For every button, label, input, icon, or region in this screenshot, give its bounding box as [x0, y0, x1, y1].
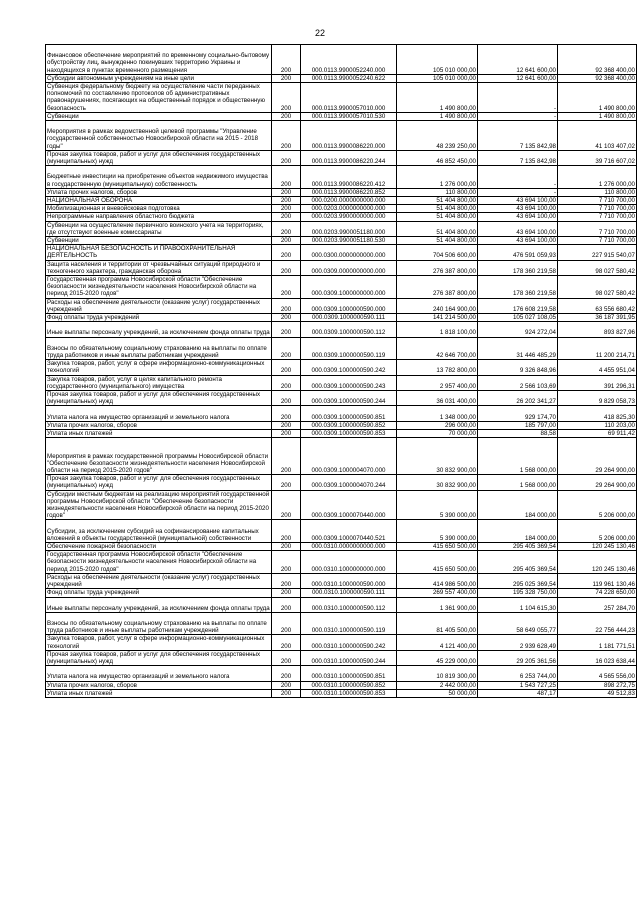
table-row — [46, 188, 637, 196]
row-name-cell: Прочая закупка товаров, работ и услуг для обеспечения государственных (муниципальных) нужд — [46, 650, 272, 665]
row-unexecuted-cell: 74 228 650,00 — [558, 589, 637, 597]
table-row — [46, 597, 637, 612]
row-unexecuted-cell: 391 296,31 — [558, 375, 637, 390]
row-executed-cell: 924 272,04 — [478, 322, 558, 337]
row-unexecuted-cell: 1 276 000,00 — [558, 166, 637, 189]
row-executed-cell: 1 543 727,25 — [478, 681, 558, 689]
row-approved-cell: 414 986 500,00 — [397, 573, 478, 588]
row-code-cell: 200 — [272, 74, 301, 82]
row-unexecuted-cell: 5 206 000,00 — [558, 520, 637, 543]
row-name-cell: Прочая закупка товаров, работ и услуг для обеспечения государственных (муниципальных) нужд — [46, 475, 272, 490]
table-row — [46, 237, 637, 245]
row-unexecuted-cell: 16 023 638,44 — [558, 650, 637, 665]
row-code-cell: 200 — [272, 475, 301, 490]
table-row — [46, 197, 637, 205]
row-kbk-cell: 000.0113.9900086220.412 — [301, 166, 397, 189]
row-executed-cell: 2 939 628,49 — [478, 635, 558, 650]
row-executed-cell: 1 568 000,00 — [478, 475, 558, 490]
row-executed-cell: 31 446 485,29 — [478, 337, 558, 360]
row-code-cell: 200 — [272, 237, 301, 245]
row-kbk-cell: 000.0309.1000000590.111 — [301, 314, 397, 322]
row-kbk-cell: 000.0309.1000004070.000 — [301, 438, 397, 475]
row-code-cell: 200 — [272, 260, 301, 275]
table-row — [46, 337, 637, 360]
row-kbk-cell: 000.0309.1000000590.000 — [301, 298, 397, 313]
row-kbk-cell: 000.0309.1000000000.000 — [301, 276, 397, 299]
row-code-cell: 200 — [272, 421, 301, 429]
row-approved-cell: 51 404 800,00 — [397, 221, 478, 236]
row-unexecuted-cell: 63 556 680,42 — [558, 298, 637, 313]
row-unexecuted-cell: 92 368 400,00 — [558, 45, 637, 75]
row-unexecuted-cell: 257 284,70 — [558, 597, 637, 612]
row-name-cell: Расходы на обеспечение деятельности (оказание услуг) государственных учреждений — [46, 573, 272, 588]
row-unexecuted-cell: 4 455 951,04 — [558, 360, 637, 375]
row-kbk-cell: 000.0113.9900052240.000 — [301, 45, 397, 75]
table-row — [46, 475, 637, 490]
row-code-cell: 200 — [272, 430, 301, 438]
row-unexecuted-cell: 418 825,30 — [558, 406, 637, 421]
row-kbk-cell: 000.0309.1000004070.244 — [301, 475, 397, 490]
row-kbk-cell: 000.0300.0000000000.000 — [301, 245, 397, 260]
row-approved-cell: 42 646 700,00 — [397, 337, 478, 360]
row-code-cell: 200 — [272, 121, 301, 151]
row-approved-cell: 36 031 400,00 — [397, 391, 478, 406]
row-approved-cell: 296 000,00 — [397, 421, 478, 429]
row-executed-cell: 58 649 055,77 — [478, 612, 558, 635]
table-row — [46, 589, 637, 597]
row-unexecuted-cell: 11 200 214,71 — [558, 337, 637, 360]
row-approved-cell: 1 490 800,00 — [397, 112, 478, 120]
row-name-cell: Уплата прочих налогов, сборов — [46, 681, 272, 689]
row-approved-cell: 51 404 800,00 — [397, 205, 478, 213]
row-executed-cell: 43 694 100,00 — [478, 237, 558, 245]
row-approved-cell: 50 000,00 — [397, 689, 478, 697]
row-name-cell: Взносы по обязательному социальному страхованию на выплаты по оплате труда работников и иные выплаты работникам учреждений — [46, 337, 272, 360]
table-row — [46, 666, 637, 681]
row-code-cell: 200 — [272, 681, 301, 689]
row-executed-cell: 1 568 000,00 — [478, 438, 558, 475]
table-row — [46, 260, 637, 275]
row-code-cell: 200 — [272, 490, 301, 520]
row-approved-cell: 4 121 400,00 — [397, 635, 478, 650]
row-kbk-cell: 000.0203.0000000000.000 — [301, 205, 397, 213]
row-kbk-cell: 000.0310.1000000590.244 — [301, 650, 397, 665]
row-kbk-cell: 000.0200.0000000000.000 — [301, 197, 397, 205]
row-code-cell: 200 — [272, 360, 301, 375]
row-kbk-cell: 000.0309.1000000590.853 — [301, 430, 397, 438]
row-executed-cell: 43 694 100,00 — [478, 197, 558, 205]
row-kbk-cell: 000.0113.9900086220.000 — [301, 121, 397, 151]
row-code-cell: 200 — [272, 406, 301, 421]
table-row — [46, 166, 637, 189]
row-unexecuted-cell: 7 710 700,00 — [558, 205, 637, 213]
row-approved-cell: 240 164 900,00 — [397, 298, 478, 313]
row-code-cell: 200 — [272, 45, 301, 75]
row-unexecuted-cell: 1 490 800,00 — [558, 83, 637, 113]
row-kbk-cell: 000.0113.9900057010.000 — [301, 83, 397, 113]
row-unexecuted-cell: 69 911,42 — [558, 430, 637, 438]
row-approved-cell: 1 276 000,00 — [397, 166, 478, 189]
row-executed-cell: - — [478, 166, 558, 189]
row-unexecuted-cell: 29 264 900,00 — [558, 475, 637, 490]
table-row — [46, 406, 637, 421]
budget-execution-table — [45, 44, 637, 698]
table-row — [46, 314, 637, 322]
row-name-cell: Иные выплаты персоналу учреждений, за исключением фонда оплаты труда — [46, 597, 272, 612]
row-executed-cell: 178 360 219,58 — [478, 276, 558, 299]
row-kbk-cell: 000.0310.1000000590.119 — [301, 612, 397, 635]
row-kbk-cell: 000.0310.1000000590.852 — [301, 681, 397, 689]
table-row — [46, 438, 637, 475]
row-name-cell: Уплата налога на имущество организаций и земельного налога — [46, 666, 272, 681]
row-code-cell: 200 — [272, 573, 301, 588]
row-kbk-cell: 000.0309.1000000590.112 — [301, 322, 397, 337]
table-row — [46, 213, 637, 221]
row-executed-cell: 178 360 219,58 — [478, 260, 558, 275]
row-approved-cell: 51 404 800,00 — [397, 197, 478, 205]
row-unexecuted-cell: 98 027 580,42 — [558, 260, 637, 275]
row-executed-cell: 476 591 059,93 — [478, 245, 558, 260]
row-kbk-cell: 000.0309.1000000590.119 — [301, 337, 397, 360]
row-executed-cell: 1 104 615,30 — [478, 597, 558, 612]
table-row — [46, 121, 637, 151]
row-executed-cell: 9 326 848,96 — [478, 360, 558, 375]
row-unexecuted-cell: 1 490 800,00 — [558, 112, 637, 120]
row-approved-cell: 70 000,00 — [397, 430, 478, 438]
row-name-cell: Уплата иных платежей — [46, 689, 272, 697]
row-executed-cell: 7 135 842,98 — [478, 121, 558, 151]
row-name-cell: Уплата налога на имущество организаций и земельного налога — [46, 406, 272, 421]
row-approved-cell: 45 229 000,00 — [397, 650, 478, 665]
row-code-cell: 200 — [272, 650, 301, 665]
row-kbk-cell: 000.0310.1000000590.853 — [301, 689, 397, 697]
table-row — [46, 205, 637, 213]
row-name-cell: Субвенция федеральному бюджету на осуществление части переданных полномочий по составлению протоколов об административных правонарушениях, посягающих на общественный порядок и общественную безопасность — [46, 83, 272, 113]
row-executed-cell: 295 025 369,54 — [478, 573, 558, 588]
row-name-cell: Фонд оплаты труда учреждений — [46, 589, 272, 597]
row-unexecuted-cell: 92 368 400,00 — [558, 74, 637, 82]
row-executed-cell: 176 608 219,58 — [478, 298, 558, 313]
row-name-cell: НАЦИОНАЛЬНАЯ ОБОРОНА — [46, 197, 272, 205]
row-code-cell: 200 — [272, 245, 301, 260]
table-row — [46, 245, 637, 260]
table-row — [46, 543, 637, 551]
row-approved-cell: 141 214 500,00 — [397, 314, 478, 322]
row-approved-cell: 1 361 900,00 — [397, 597, 478, 612]
row-executed-cell: - — [478, 112, 558, 120]
row-name-cell: Субвенции — [46, 237, 272, 245]
row-code-cell: 200 — [272, 337, 301, 360]
row-name-cell: Субсидии автономным учреждениям на иные цели — [46, 74, 272, 82]
row-approved-cell: 10 819 300,00 — [397, 666, 478, 681]
row-code-cell: 200 — [272, 322, 301, 337]
row-approved-cell: 269 557 400,00 — [397, 589, 478, 597]
row-kbk-cell: 000.0309.1000000590.851 — [301, 406, 397, 421]
row-unexecuted-cell: 22 756 444,23 — [558, 612, 637, 635]
row-executed-cell: 6 253 744,00 — [478, 666, 558, 681]
row-name-cell: Мероприятия в рамках государственной программы Новосибирской области "Обеспечение безопасности жизнедеятельности населения Новосибирской области на период 2015-2020 годов" — [46, 438, 272, 475]
row-kbk-cell: 000.0310.1000000590.242 — [301, 635, 397, 650]
row-code-cell: 200 — [272, 597, 301, 612]
row-kbk-cell: 000.0310.1000000590.111 — [301, 589, 397, 597]
row-name-cell: Уплата иных платежей — [46, 430, 272, 438]
table-row — [46, 83, 637, 113]
row-name-cell: Расходы на обеспечение деятельности (оказание услуг) государственных учреждений — [46, 298, 272, 313]
row-approved-cell: 2 442 000,00 — [397, 681, 478, 689]
row-kbk-cell: 000.0310.1000000590.000 — [301, 573, 397, 588]
page-number: 22 — [314, 28, 325, 38]
row-approved-cell: 30 832 900,00 — [397, 475, 478, 490]
row-name-cell: Непрограммные направления областного бюджета — [46, 213, 272, 221]
row-name-cell: Прочая закупка товаров, работ и услуг для обеспечения государственных (муниципальных) нужд — [46, 391, 272, 406]
row-approved-cell: 415 650 500,00 — [397, 543, 478, 551]
row-unexecuted-cell: 893 827,96 — [558, 322, 637, 337]
row-executed-cell: 29 205 361,56 — [478, 650, 558, 665]
row-executed-cell: 43 694 100,00 — [478, 221, 558, 236]
row-executed-cell: 184 000,00 — [478, 520, 558, 543]
row-executed-cell: 105 027 108,05 — [478, 314, 558, 322]
row-code-cell: 200 — [272, 589, 301, 597]
row-executed-cell: 929 174,70 — [478, 406, 558, 421]
row-unexecuted-cell: 110 800,00 — [558, 188, 637, 196]
row-name-cell: Финансовое обеспечение мероприятий по временному социально-бытовому обустройству лиц, вынужденно покинувших территорию Украины и находящихся в пунктах временного размещения — [46, 45, 272, 75]
row-approved-cell: 51 404 800,00 — [397, 237, 478, 245]
row-kbk-cell: 000.0113.9900052240.622 — [301, 74, 397, 82]
table-body — [46, 45, 637, 698]
row-kbk-cell: 000.0309.1000070440.000 — [301, 490, 397, 520]
row-executed-cell: 195 328 750,00 — [478, 589, 558, 597]
row-name-cell: Фонд оплаты труда учреждений — [46, 314, 272, 322]
table-row — [46, 573, 637, 588]
row-approved-cell: 13 782 800,00 — [397, 360, 478, 375]
row-unexecuted-cell: 7 710 700,00 — [558, 197, 637, 205]
row-executed-cell: 487,17 — [478, 689, 558, 697]
row-unexecuted-cell: 5 206 000,00 — [558, 490, 637, 520]
row-code-cell: 200 — [272, 314, 301, 322]
row-approved-cell: 48 239 250,00 — [397, 121, 478, 151]
row-kbk-cell: 000.0113.9900057010.530 — [301, 112, 397, 120]
row-name-cell: Бюджетные инвестиции на приобретение объектов недвижимого имущества в государственную (муниципальную) собственность — [46, 166, 272, 189]
row-executed-cell: 12 641 600,00 — [478, 45, 558, 75]
row-unexecuted-cell: 120 245 130,46 — [558, 543, 637, 551]
row-code-cell: 200 — [272, 666, 301, 681]
table-row — [46, 298, 637, 313]
row-name-cell: Субвенции на осуществление первичного воинского учета на территориях, где отсутствуют военные комиссариаты — [46, 221, 272, 236]
row-name-cell: Субсидии местным бюджетам на реализацию мероприятий государственной программы Новосибирской области "Обеспечение безопасности жизнедеятельности населения Новосибирской области на период 2015-2020 годов" — [46, 490, 272, 520]
row-unexecuted-cell: 29 264 900,00 — [558, 438, 637, 475]
row-executed-cell: 295 405 369,54 — [478, 543, 558, 551]
row-name-cell: Субсидии, за исключением субсидий на софинансирование капитальных вложений в объекты государственной (муниципальной) собственности — [46, 520, 272, 543]
row-kbk-cell: 000.0113.9900086220.852 — [301, 188, 397, 196]
table-row — [46, 635, 637, 650]
row-kbk-cell: 000.0309.1000000590.852 — [301, 421, 397, 429]
row-unexecuted-cell: 119 961 130,46 — [558, 573, 637, 588]
row-approved-cell: 51 404 800,00 — [397, 213, 478, 221]
row-code-cell: 200 — [272, 612, 301, 635]
row-unexecuted-cell: 227 915 540,07 — [558, 245, 637, 260]
row-unexecuted-cell: 1 181 771,51 — [558, 635, 637, 650]
row-name-cell: Уплата прочих налогов, сборов — [46, 421, 272, 429]
row-unexecuted-cell: 4 565 556,00 — [558, 666, 637, 681]
row-name-cell: Обеспечение пожарной безопасности — [46, 543, 272, 551]
row-approved-cell: 110 800,00 — [397, 188, 478, 196]
row-name-cell: Взносы по обязательному социальному страхованию на выплаты по оплате труда работников и иные выплаты работникам учреждений — [46, 612, 272, 635]
row-kbk-cell: 000.0203.9900051180.000 — [301, 221, 397, 236]
row-approved-cell: 46 852 450,00 — [397, 150, 478, 165]
row-executed-cell: 295 405 369,54 — [478, 551, 558, 574]
table-row — [46, 112, 637, 120]
row-approved-cell: 105 010 000,00 — [397, 45, 478, 75]
row-name-cell: Государственная программа Новосибирской области "Обеспечение безопасности жизнедеятельности населения Новосибирской области на период 2015-2020 годов" — [46, 551, 272, 574]
row-executed-cell: 185 797,00 — [478, 421, 558, 429]
row-kbk-cell: 000.0309.1000000590.243 — [301, 375, 397, 390]
row-executed-cell: 26 202 341,27 — [478, 391, 558, 406]
row-executed-cell: 7 135 842,98 — [478, 150, 558, 165]
row-unexecuted-cell: 49 512,83 — [558, 689, 637, 697]
row-approved-cell: 30 832 900,00 — [397, 438, 478, 475]
row-code-cell: 200 — [272, 213, 301, 221]
table-row — [46, 490, 637, 520]
row-approved-cell: 415 650 500,00 — [397, 551, 478, 574]
row-approved-cell: 276 387 800,00 — [397, 260, 478, 275]
row-unexecuted-cell: 898 272,75 — [558, 681, 637, 689]
row-name-cell: Иные выплаты персоналу учреждений, за исключением фонда оплаты труда — [46, 322, 272, 337]
table-row — [46, 430, 637, 438]
row-unexecuted-cell: 7 710 700,00 — [558, 237, 637, 245]
row-code-cell: 200 — [272, 166, 301, 189]
row-code-cell: 200 — [272, 188, 301, 196]
row-unexecuted-cell: 120 245 130,46 — [558, 551, 637, 574]
row-name-cell: Закупка товаров, работ, услуг в сфере информационно-коммуникационных технологий — [46, 635, 272, 650]
row-approved-cell: 1 348 000,00 — [397, 406, 478, 421]
table-row — [46, 375, 637, 390]
row-code-cell: 200 — [272, 551, 301, 574]
row-executed-cell: - — [478, 188, 558, 196]
table-row — [46, 520, 637, 543]
table-row — [46, 650, 637, 665]
row-name-cell: Прочая закупка товаров, работ и услуг для обеспечения государственных (муниципальных) нужд — [46, 150, 272, 165]
row-kbk-cell: 000.0310.1000000000.000 — [301, 551, 397, 574]
row-kbk-cell: 000.0309.1000000590.242 — [301, 360, 397, 375]
row-executed-cell: - — [478, 83, 558, 113]
row-approved-cell: 2 957 400,00 — [397, 375, 478, 390]
row-name-cell: Защита населения и территории от чрезвычайных ситуаций природного и техногенного характера, гражданская оборона — [46, 260, 272, 275]
row-approved-cell: 704 506 600,00 — [397, 245, 478, 260]
row-unexecuted-cell: 98 027 580,42 — [558, 276, 637, 299]
row-code-cell: 200 — [272, 298, 301, 313]
row-kbk-cell: 000.0203.9900051180.530 — [301, 237, 397, 245]
row-kbk-cell: 000.0203.9900000000.000 — [301, 213, 397, 221]
row-executed-cell: 88,58 — [478, 430, 558, 438]
row-kbk-cell: 000.0310.1000000590.851 — [301, 666, 397, 681]
row-approved-cell: 81 405 500,00 — [397, 612, 478, 635]
row-unexecuted-cell: 7 710 700,00 — [558, 221, 637, 236]
row-name-cell: Мероприятия в рамках ведомственной целевой программы "Управление государственной собственностью Новосибирской области на 2015 - 2018 годы" — [46, 121, 272, 151]
row-unexecuted-cell: 9 829 058,73 — [558, 391, 637, 406]
row-approved-cell: 5 390 000,00 — [397, 490, 478, 520]
table-row — [46, 689, 637, 697]
row-code-cell: 200 — [272, 205, 301, 213]
table-row — [46, 74, 637, 82]
row-kbk-cell: 000.0310.0000000000.000 — [301, 543, 397, 551]
row-approved-cell: 105 010 000,00 — [397, 74, 478, 82]
table-row — [46, 551, 637, 574]
row-code-cell: 200 — [272, 520, 301, 543]
table-row — [46, 276, 637, 299]
row-code-cell: 200 — [272, 543, 301, 551]
row-executed-cell: 43 694 100,00 — [478, 205, 558, 213]
row-approved-cell: 1 490 800,00 — [397, 83, 478, 113]
row-kbk-cell: 000.0309.1000000590.244 — [301, 391, 397, 406]
row-name-cell: Мобилизационная и вневойсковая подготовка — [46, 205, 272, 213]
row-name-cell: Субвенции — [46, 112, 272, 120]
table-row — [46, 322, 637, 337]
row-kbk-cell: 000.0309.0000000000.000 — [301, 260, 397, 275]
row-kbk-cell: 000.0113.9900086220.244 — [301, 150, 397, 165]
row-name-cell: Закупка товаров, работ, услуг в целях капитального ремонта государственного (муниципального) имущества — [46, 375, 272, 390]
row-code-cell: 200 — [272, 635, 301, 650]
row-executed-cell: 12 641 600,00 — [478, 74, 558, 82]
row-code-cell: 200 — [272, 112, 301, 120]
row-code-cell: 200 — [272, 83, 301, 113]
row-unexecuted-cell: 36 187 391,95 — [558, 314, 637, 322]
row-name-cell: Государственная программа Новосибирской области "Обеспечение безопасности жизнедеятельности населения Новосибирской области на период 2015-2020 годов" — [46, 276, 272, 299]
row-approved-cell: 5 390 000,00 — [397, 520, 478, 543]
table-row — [46, 391, 637, 406]
row-executed-cell: 43 694 100,00 — [478, 213, 558, 221]
table-row — [46, 221, 637, 236]
row-code-cell: 200 — [272, 221, 301, 236]
row-code-cell: 200 — [272, 689, 301, 697]
row-name-cell: Уплата прочих налогов, сборов — [46, 188, 272, 196]
table-row — [46, 360, 637, 375]
row-name-cell: Закупка товаров, работ, услуг в сфере информационно-коммуникационных технологий — [46, 360, 272, 375]
table-row — [46, 45, 637, 75]
table-row — [46, 681, 637, 689]
row-kbk-cell: 000.0310.1000000590.112 — [301, 597, 397, 612]
row-unexecuted-cell: 41 103 407,02 — [558, 121, 637, 151]
table-row — [46, 421, 637, 429]
row-code-cell: 200 — [272, 150, 301, 165]
row-code-cell: 200 — [272, 197, 301, 205]
row-kbk-cell: 000.0309.1000070440.521 — [301, 520, 397, 543]
row-approved-cell: 276 387 800,00 — [397, 276, 478, 299]
row-approved-cell: 1 818 100,00 — [397, 322, 478, 337]
table-row — [46, 150, 637, 165]
row-executed-cell: 184 000,00 — [478, 490, 558, 520]
row-code-cell: 200 — [272, 438, 301, 475]
row-unexecuted-cell: 39 716 607,02 — [558, 150, 637, 165]
row-code-cell: 200 — [272, 375, 301, 390]
row-code-cell: 200 — [272, 391, 301, 406]
row-unexecuted-cell: 7 710 700,00 — [558, 213, 637, 221]
table-row — [46, 612, 637, 635]
row-name-cell: НАЦИОНАЛЬНАЯ БЕЗОПАСНОСТЬ И ПРАВООХРАНИТЕЛЬНАЯ ДЕЯТЕЛЬНОСТЬ — [46, 245, 272, 260]
row-code-cell: 200 — [272, 276, 301, 299]
row-executed-cell: 2 566 103,69 — [478, 375, 558, 390]
row-unexecuted-cell: 110 203,00 — [558, 421, 637, 429]
